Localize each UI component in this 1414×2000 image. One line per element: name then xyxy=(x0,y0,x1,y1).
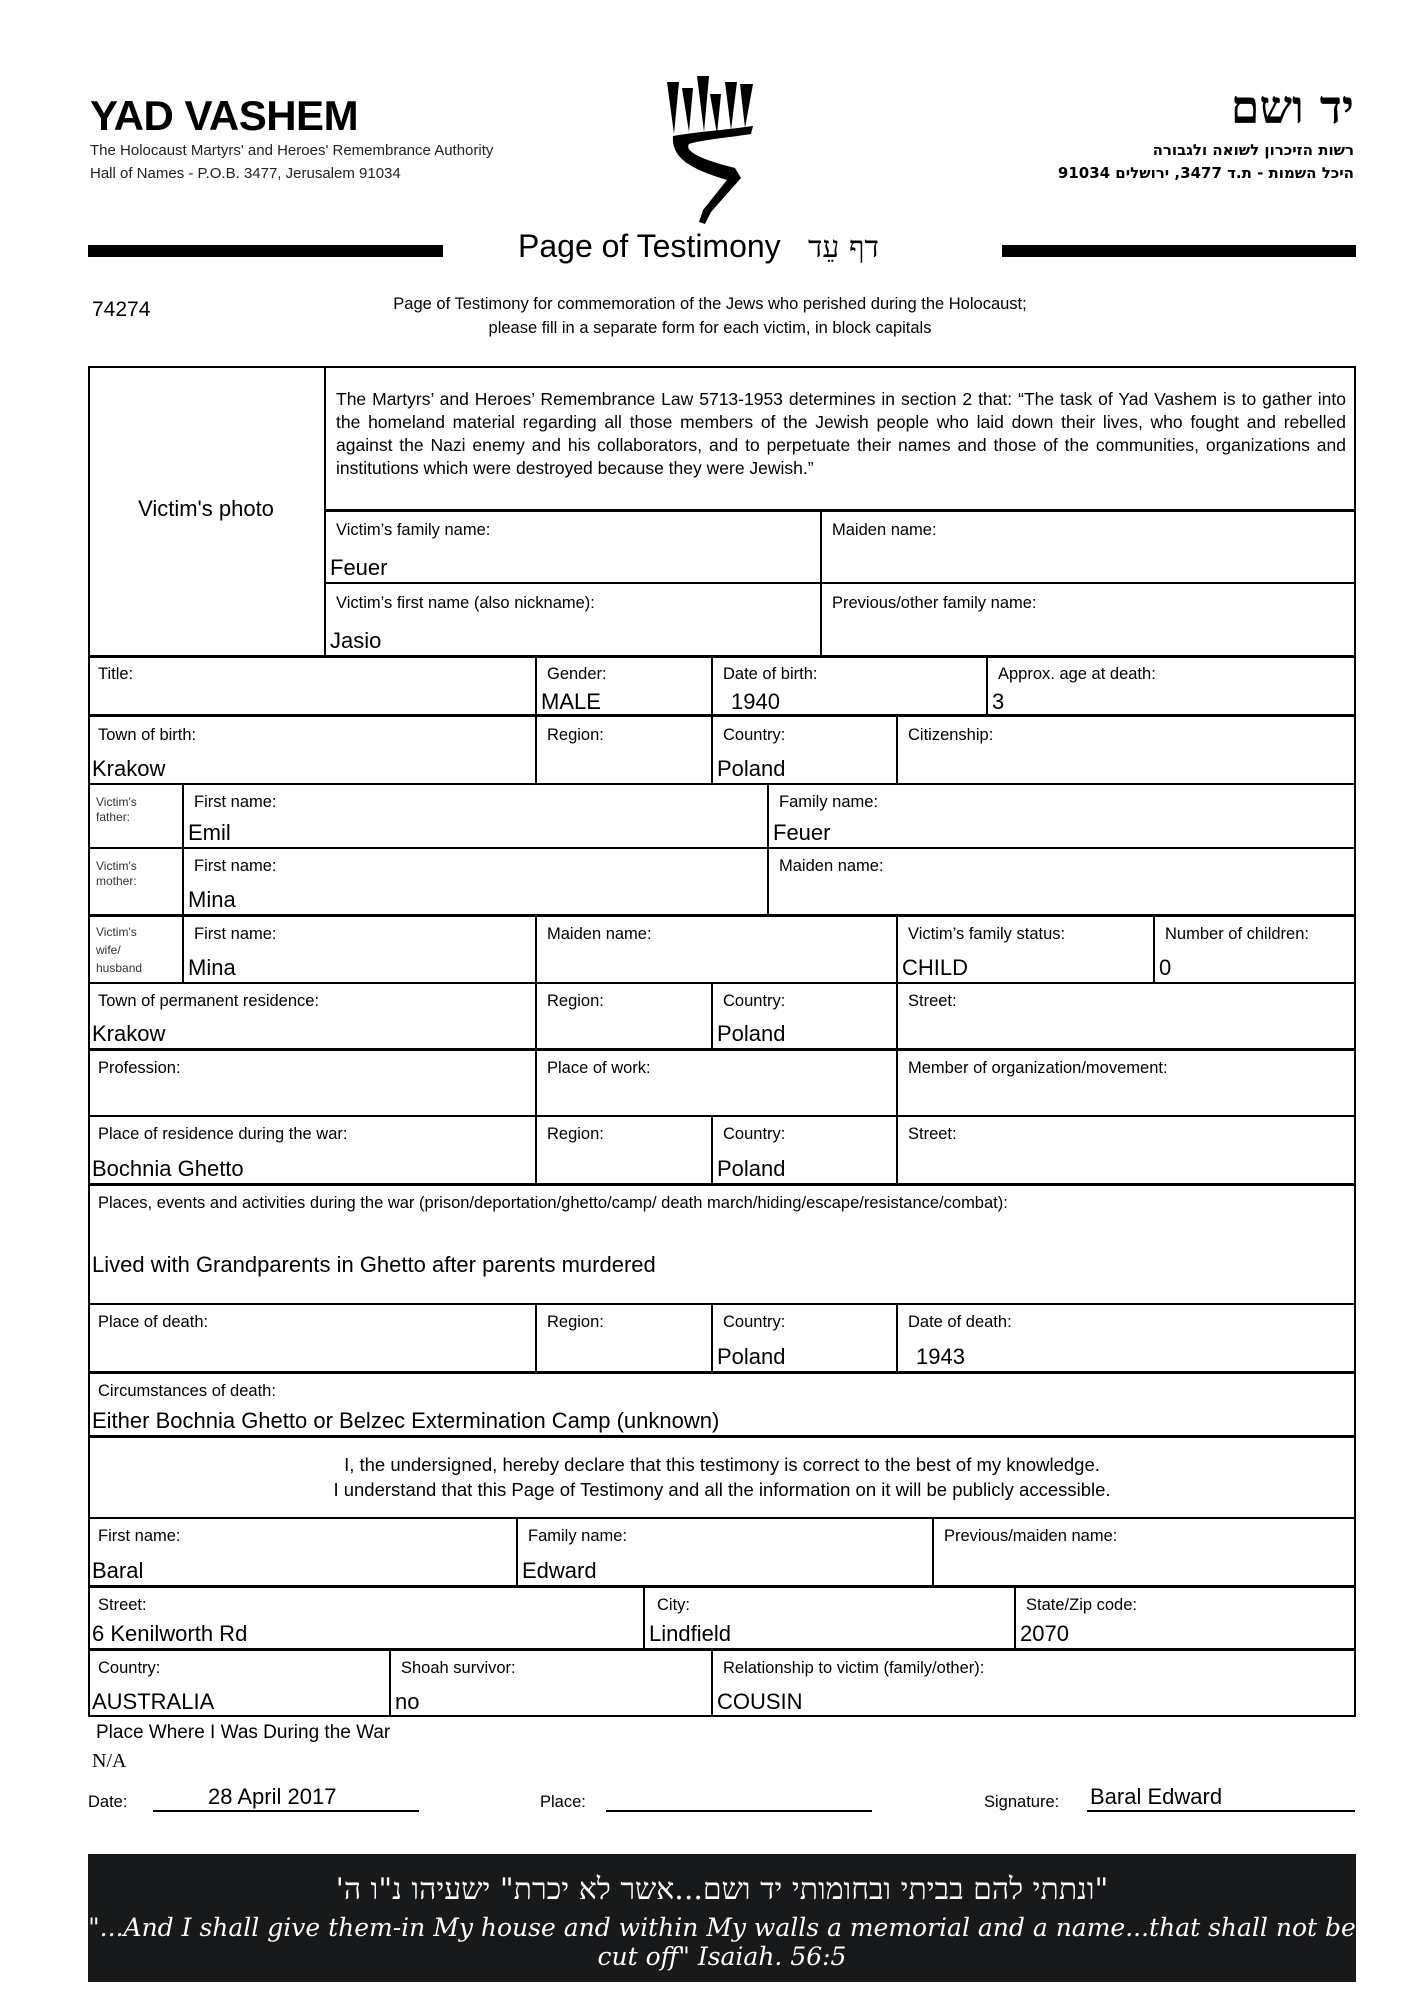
submitter-country-field[interactable] xyxy=(88,1651,391,1717)
field-label: Place of work: xyxy=(547,1059,651,1077)
remembrance-law-text: The Martyrs’ and Heroes’ Remembrance Law 5713-1953 determines in section 2 that: “The task of Yad Vashem is to gather into the homeland material regarding all those members of the Jewish people who laid down their lives, who fought and rebelled against the Nazi enemy and his collaborators, and to perpetuate their names and those of the communities, organizations and institutions which were destroyed because they were Jewish.” xyxy=(336,389,1346,478)
victim-title-field[interactable] xyxy=(88,657,537,715)
shoah-survivor-field[interactable] xyxy=(391,1651,713,1717)
victim-town-of-birth-field[interactable] xyxy=(88,716,537,784)
field-label: Title: xyxy=(98,665,134,683)
field-label: Country: xyxy=(723,1313,786,1331)
field-label: Country: xyxy=(723,1125,786,1143)
field-label: Region: xyxy=(547,726,604,744)
organization-field[interactable] xyxy=(898,1051,1356,1116)
circumstances-of-death-field[interactable] xyxy=(88,1374,1356,1436)
place-field[interactable] xyxy=(606,1784,872,1812)
field-value: Poland xyxy=(717,1156,786,1181)
war-residence-street-field[interactable] xyxy=(898,1117,1356,1184)
field-value: Mina xyxy=(188,955,236,980)
field-label: Previous/maiden name: xyxy=(944,1527,1118,1545)
war-residence-place-field[interactable] xyxy=(88,1117,537,1184)
org-subtitle: The Holocaust Martyrs' and Heroes' Remembrance Authority xyxy=(90,142,494,159)
spouse-relation-label: Victim's wife/ husband xyxy=(88,917,184,983)
field-value: Lived with Grandparents in Ghetto after parents murdered xyxy=(92,1252,656,1277)
signature-label: Signature: xyxy=(984,1793,1060,1811)
field-value: MALE xyxy=(541,689,601,714)
field-label: Family name: xyxy=(528,1527,628,1545)
quote-hebrew: "ונתתי להם בביתי ובחומותי יד ושם...אשר לא יכרת" ישעיהו נ"ו ה' xyxy=(335,1872,1109,1907)
field-label: Region: xyxy=(547,992,604,1010)
death-country-field[interactable] xyxy=(713,1305,898,1372)
field-label: Profession: xyxy=(98,1059,181,1077)
field-value: Baral xyxy=(92,1558,144,1583)
field-value: Krakow xyxy=(92,1021,166,1046)
mother-first-name-field[interactable] xyxy=(184,849,769,915)
field-label: Previous/other family name: xyxy=(832,594,1037,612)
form-id: 74274 xyxy=(92,298,151,321)
number-of-children-field[interactable] xyxy=(1155,917,1356,983)
place-of-death-field[interactable] xyxy=(88,1305,537,1372)
victim-maiden-name-field[interactable] xyxy=(822,511,1356,583)
field-value: Poland xyxy=(717,756,786,781)
field-label: Maiden name: xyxy=(832,521,937,539)
victim-photo-label: Victim's photo xyxy=(138,496,274,521)
field-label: Date of birth: xyxy=(723,665,818,683)
victim-date-of-birth-field[interactable] xyxy=(713,657,988,715)
field-label: Family name: xyxy=(779,793,879,811)
field-value: 1943 xyxy=(916,1344,965,1369)
yad-vashem-menorah-logo-icon xyxy=(665,74,765,226)
field-value: Poland xyxy=(717,1344,786,1369)
victim-previous-family-name-field[interactable] xyxy=(822,584,1356,656)
field-label: Citizenship: xyxy=(908,726,994,744)
field-label: Country: xyxy=(723,992,786,1010)
mother-maiden-name-field[interactable] xyxy=(769,849,1356,915)
field-value: 1940 xyxy=(731,689,780,714)
field-label: Place of death: xyxy=(98,1313,209,1331)
field-label: Victim’s family status: xyxy=(908,925,1066,943)
field-value: Lindfield xyxy=(649,1621,731,1646)
victim-birth-region-field[interactable] xyxy=(537,716,713,784)
field-value: Bochnia Ghetto xyxy=(92,1156,244,1181)
place-of-work-field[interactable] xyxy=(537,1051,898,1116)
permanent-residence-town-field[interactable] xyxy=(88,984,537,1049)
place-value xyxy=(606,1784,872,1810)
war-place-value[interactable]: N/A xyxy=(92,1750,127,1772)
quote-english: "...And I shall give them-in My house and within My walls a memorial and a name...that shall not be cut off" Isaiah. 56:5 xyxy=(88,1913,1356,1971)
field-label: Date of death: xyxy=(908,1313,1012,1331)
declaration-line-1: I, the undersigned, hereby declare that this testimony is correct to the best of my knowledge. xyxy=(344,1454,1100,1475)
submitter-first-name-field[interactable] xyxy=(88,1519,518,1586)
victim-first-name-field[interactable] xyxy=(326,584,822,656)
form-instructions xyxy=(300,292,1120,340)
page-title: Page of Testimony xyxy=(518,228,781,264)
org-name: YAD VASHEM xyxy=(90,92,359,139)
field-label: Number of children: xyxy=(1165,925,1309,943)
submitter-street-field[interactable] xyxy=(88,1588,645,1649)
field-value: no xyxy=(395,1689,420,1714)
submitter-city-field[interactable] xyxy=(645,1588,1016,1649)
father-family-name-field[interactable] xyxy=(769,785,1356,848)
date-of-death-field[interactable] xyxy=(898,1305,1356,1372)
org-address-hebrew: היכל השמות - ת.ד 3477, ירושלים 91034 xyxy=(1057,164,1354,182)
profession-field[interactable] xyxy=(88,1051,537,1116)
field-label: Region: xyxy=(547,1313,604,1331)
spouse-maiden-name-field[interactable] xyxy=(537,917,898,983)
field-value: 3 xyxy=(992,689,1005,714)
field-label: Town of permanent residence: xyxy=(98,992,320,1010)
page-title-hebrew: דף עֵד xyxy=(808,230,879,265)
field-label: Country: xyxy=(723,726,786,744)
field-label: Place of residence during the war: xyxy=(98,1125,348,1143)
field-label: Country: xyxy=(98,1659,161,1677)
field-label: Approx. age at death: xyxy=(998,665,1156,683)
war-events-field[interactable] xyxy=(88,1186,1356,1304)
field-label: Gender: xyxy=(547,665,607,683)
field-label: Region: xyxy=(547,1125,604,1143)
field-value: 0 xyxy=(1159,955,1172,980)
field-value: COUSIN xyxy=(717,1689,803,1714)
permanent-residence-country-field[interactable] xyxy=(713,984,898,1049)
header-rule-left xyxy=(88,245,443,257)
place-underline xyxy=(606,1810,872,1812)
field-label: State/Zip code: xyxy=(1026,1596,1137,1614)
field-value: Feuer xyxy=(330,555,388,580)
permanent-residence-region-field[interactable] xyxy=(537,984,713,1049)
relationship-to-victim-field[interactable] xyxy=(713,1651,1356,1717)
declaration xyxy=(88,1438,1356,1518)
victim-citizenship-field[interactable] xyxy=(898,716,1356,784)
submitter-state-zip-field[interactable] xyxy=(1016,1588,1356,1649)
field-value: AUSTRALIA xyxy=(92,1689,215,1714)
submitter-previous-name-field[interactable] xyxy=(934,1519,1356,1586)
mother-relation-label: Victim's mother: xyxy=(88,849,184,915)
victim-family-name-field[interactable] xyxy=(326,511,822,583)
field-label: First name: xyxy=(194,857,277,875)
org-subtitle-hebrew: רשות הזיכרון לשואה ולגבורה xyxy=(1152,141,1354,159)
field-label: City: xyxy=(657,1596,690,1614)
victim-family-status-field[interactable] xyxy=(898,917,1155,983)
field-value: Edward xyxy=(522,1558,597,1583)
signature-value: Baral Edward xyxy=(1090,1784,1223,1809)
field-label: Street: xyxy=(98,1596,147,1614)
field-label: Maiden name: xyxy=(779,857,884,875)
victim-photo-box[interactable] xyxy=(88,366,326,656)
field-value: Emil xyxy=(188,820,231,845)
permanent-residence-street-field[interactable] xyxy=(898,984,1356,1049)
victim-gender-field[interactable] xyxy=(537,657,713,715)
field-value: Jasio xyxy=(330,628,382,653)
date-value: 28 April 2017 xyxy=(208,1784,337,1809)
field-value: Poland xyxy=(717,1021,786,1046)
field-label: First name: xyxy=(194,793,277,811)
field-label: First name: xyxy=(98,1527,181,1545)
field-label: Victim’s first name (also nickname): xyxy=(336,594,595,612)
field-value: Either Bochnia Ghetto or Belzec Extermination Camp (unknown) xyxy=(92,1408,720,1433)
place-label: Place: xyxy=(540,1793,586,1811)
instruction-line-2: please fill in a separate form for each victim, in block capitals xyxy=(488,319,932,337)
father-first-name-field[interactable] xyxy=(184,785,769,848)
field-label: Victim’s family name: xyxy=(336,521,491,539)
field-value: 6 Kenilworth Rd xyxy=(92,1621,248,1646)
death-region-field[interactable] xyxy=(537,1305,713,1372)
war-residence-country-field[interactable] xyxy=(713,1117,898,1184)
field-label: Circumstances of death: xyxy=(98,1382,276,1400)
instruction-line-1: Page of Testimony for commemoration of the Jews who perished during the Holocaust; xyxy=(393,295,1027,313)
war-place-label: Place Where I Was During the War xyxy=(96,1722,391,1743)
isaiah-quote-banner xyxy=(88,1854,1356,1982)
field-value: 2070 xyxy=(1020,1621,1069,1646)
declaration-line-2: I understand that this Page of Testimony and all the information on it will be publicly accessible. xyxy=(333,1479,1111,1500)
org-address: Hall of Names - P.O.B. 3477, Jerusalem 91034 xyxy=(90,165,401,182)
date-label: Date: xyxy=(88,1793,128,1811)
date-field[interactable] xyxy=(153,1784,419,1812)
field-label: Relationship to victim (family/other): xyxy=(723,1659,985,1677)
header-rule-right xyxy=(1002,245,1356,257)
victim-birth-country-field[interactable] xyxy=(713,716,898,784)
war-residence-region-field[interactable] xyxy=(537,1117,713,1184)
father-relation-label: Victim's father: xyxy=(88,785,184,848)
field-label: Places, events and activities during the war (prison/deportation/ghetto/camp/ death march/hiding/escape/resistance/combat): xyxy=(98,1194,1008,1212)
field-value: CHILD xyxy=(902,955,969,980)
field-label: Member of organization/movement: xyxy=(908,1059,1168,1077)
org-name-hebrew: יד ושם xyxy=(1230,80,1354,134)
field-label: Street: xyxy=(908,1125,957,1143)
field-label: Street: xyxy=(908,992,957,1010)
signature-underline xyxy=(1087,1810,1355,1812)
date-underline xyxy=(153,1810,419,1812)
field-value: Krakow xyxy=(92,756,166,781)
submitter-family-name-field[interactable] xyxy=(518,1519,934,1586)
field-value: Feuer xyxy=(773,820,831,845)
field-value: Mina xyxy=(188,887,236,912)
spouse-first-name-field[interactable] xyxy=(184,917,537,983)
field-label: First name: xyxy=(194,925,277,943)
field-label: Shoah survivor: xyxy=(401,1659,516,1677)
signature-field[interactable] xyxy=(1087,1784,1355,1812)
field-label: Maiden name: xyxy=(547,925,652,943)
victim-age-at-death-field[interactable] xyxy=(988,657,1356,715)
field-label: Town of birth: xyxy=(98,726,197,744)
